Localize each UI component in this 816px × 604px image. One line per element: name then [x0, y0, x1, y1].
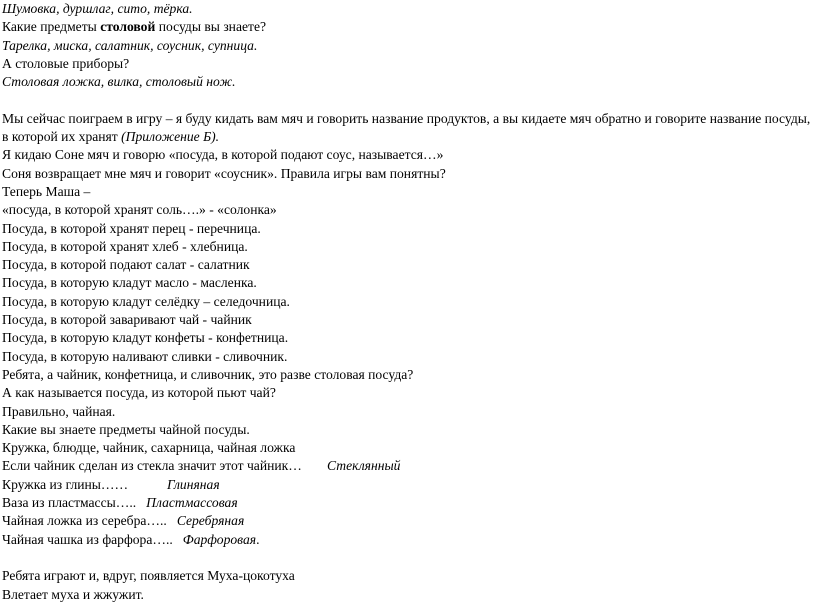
kitchen-utensils-line: Шумовка, дуршлаг, сито, тёрка. [2, 1, 193, 16]
fly-buzzes-line: Влетает муха и жжужит. [2, 586, 144, 602]
porcelain-cup-prompt: Чайная чашка из фарфора….. [2, 531, 173, 547]
game-intro-paragraph [2, 110, 814, 147]
tea-items-question: Какие вы знаете предметы чайной посуды. [2, 421, 250, 437]
cutlery-answer: Столовая ложка, вилка, столовый нож. [2, 74, 236, 90]
glass-teapot-answer: Стеклянный [327, 458, 401, 474]
game-example-throw: Я кидаю Соне мяч и говорю «посуда, в которой подают соус, называется…» [2, 147, 444, 163]
salt-item: «посуда, в которой хранят соль….» - «солонка» [2, 202, 277, 218]
game-intro-text: Мы сейчас поиграем в игру – я буду кидать вам мяч и говорить название продуктов, а вы кидаете мяч обратно и говорите название посуды, в которой их хранят [2, 110, 811, 145]
blank-line [2, 91, 814, 109]
question-bold-word: столовой [100, 19, 156, 35]
clay-mug-answer: Глиняная [167, 476, 220, 492]
blank-line-2 [2, 549, 814, 567]
game-example-answer: Соня возвращает мне мяч и говорит «соусник». Правила игры вам понятны? [2, 165, 446, 181]
appendix-reference: (Приложение Б). [121, 129, 220, 145]
butter-item: Посуда, в которую кладут масло - масленка. [2, 275, 257, 291]
fly-appears-line: Ребята играют и, вдруг, появляется Муха-цокотуха [2, 568, 295, 584]
tea-dish-question: А как называется посуда, из которой пьют чай? [2, 385, 276, 401]
clay-mug-prompt: Кружка из глины…… [2, 476, 129, 492]
question-part-1: Какие предметы [2, 19, 101, 35]
silver-spoon-answer: Серебряная [176, 513, 245, 529]
candy-item: Посуда, в которую кладут конфеты - конфетница. [2, 330, 289, 346]
question-cutlery: А столовые приборы? [2, 55, 130, 71]
porcelain-cup-period: . [256, 531, 260, 547]
tableware-answer: Тарелка, миска, салатник, соусник, супница. [2, 37, 258, 53]
salad-item: Посуда, в которой подают салат - салатник [2, 257, 250, 273]
silver-spoon-line [2, 512, 814, 530]
bread-item: Посуда, в которой хранят хлеб - хлебница. [2, 238, 248, 254]
plastic-vase-line [2, 494, 814, 512]
glass-teapot-line [2, 457, 814, 475]
porcelain-cup-line [2, 531, 814, 549]
document-body [2, 0, 814, 604]
question-tableware [2, 18, 814, 36]
herring-item: Посуда, в которую кладут селёдку – селедочница. [2, 293, 290, 309]
silver-spoon-prompt: Чайная ложка из серебра….. [2, 513, 167, 529]
porcelain-cup-answer: Фарфоровая [182, 531, 257, 547]
pepper-item: Посуда, в которой хранят перец - перечница. [2, 220, 261, 236]
next-player: Теперь Маша – [2, 183, 91, 199]
tableware-question: Ребята, а чайник, конфетница, и сливочник, это разве столовая посуда? [2, 366, 414, 382]
tea-item: Посуда, в которой заваривают чай - чайник [2, 312, 252, 328]
plastic-vase-prompt: Ваза из пластмассы….. [2, 495, 137, 511]
clay-mug-line [2, 476, 814, 494]
tea-dish-answer: Правильно, чайная. [2, 403, 116, 419]
tea-items-answer: Кружка, блюдце, чайник, сахарница, чайная ложка [2, 440, 296, 456]
cream-item: Посуда, в которую наливают сливки - сливочник. [2, 348, 288, 364]
plastic-vase-answer: Пластмассовая [146, 495, 238, 511]
glass-teapot-prompt: Если чайник сделан из стекла значит этот чайник… [2, 458, 302, 474]
question-part-2: посуды вы знаете? [155, 19, 267, 35]
